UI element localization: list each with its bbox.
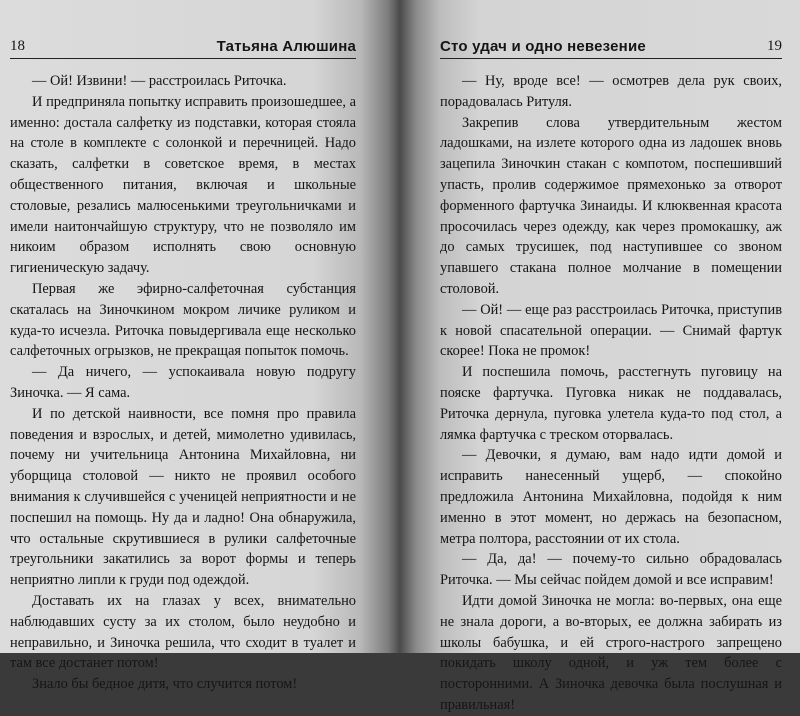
paragraph: Закрепив слова утвердительным жестом ладошками, на излете которого одна из ладошек вновь зацепила Зиночкин стакан с компотом, поспешивший упасть, пролив содержимое прямехонько за отворот форменного фартучка Зинаиды. И клюквенная красота просочилась через одежду, как через промокашку, аж до самых трусишек, под наступившее со звоном упавшего стакана полное молчание в помещении столовой. <box>440 114 782 297</box>
left-page-header <box>10 38 356 59</box>
left-page <box>0 0 400 693</box>
right-page-body <box>440 71 782 716</box>
paragraph: — Да ничего, — успокаивала новую подругу Зиночка. — Я сама. <box>10 364 356 401</box>
right-page-header <box>440 38 782 59</box>
page-number: 19 <box>767 38 782 54</box>
page-number: 18 <box>10 38 25 54</box>
running-title: Сто удач и одно невезение <box>440 38 646 55</box>
paragraph: Знало бы бедное дитя, что случится потом! <box>32 676 298 693</box>
paragraph: — Девочки, я думаю, вам надо идти домой и исправить нанесенный ущерб, — спокойно предложила Антонина Михайловна, подойдя к ним именно в этот момент, но держась на безопасном, метра полтора, расстоянии от их стола. <box>440 447 782 547</box>
paragraph: — Ой! — еще раз расстроилась Риточка, приступив к новой спасательной операции. — Снимай фартук скорее! Пока не промок! <box>440 301 782 360</box>
paragraph: Первая же эфирно-салфеточная субстанция скаталась на Зиночкином мокром личике руликом и куда-то исчезла. Риточка повыдергивала еще несколько салфеточных огрызков, не прекращая попыток помочь. <box>10 280 356 360</box>
left-page-body <box>10 71 356 695</box>
paragraph: Идти домой Зиночка не могла: во-первых, она еще не знала дороги, а во-вторых, ее должна забирать из школы бабушка, и ей строго-настрого запрещено покидать школу одной, и уж тем более с посторонними. А Зиночка девочка была послушная и правильная! <box>440 592 782 713</box>
paragraph: — Ну, вроде все! — осмотрев дела рук своих, порадовалась Ритуля. <box>440 73 782 110</box>
paragraph: — Да, да! — почему-то сильно обрадовалась Риточка. — Мы сейчас пойдем домой и все исправим! <box>440 551 782 589</box>
paragraph: Доставать их на глазах у всех, внимательно наблюдавших сусту за их столом, было неудобно и неправильно, и Зиночка решила, что сходит в туалет и там все достанет потом! <box>10 592 356 672</box>
paragraph: И предприняла попытку исправить произошедшее, а именно: достала салфетку из подставки, которая стояла на столе в комплекте с солонкой и перечницей. Надо сказать, салфетки в советское время, в местах общественного питания, включая и школьные столовые, резались малюсенькими треугольничками и имели наитончайшую структуру, что не позволяло им никоим образом исполнять свою основную гигиеническую задачу. <box>10 93 356 277</box>
running-title: Татьяна Алюшина <box>216 38 356 55</box>
paragraph: И по детской наивности, все помня про правила поведения и взрослых, и детей, мимолетно удивилась, почему ни учительница Антонина Михайловна, ни уборщица столовой — никто не проявил особого внимания к случившейся с ученицей неприятности и не поспешил на помощь. Ну да и ладно! Она обнаружила, что остальные скрутившиеся в рулики салфеточные треугольники закатились за ворот формы и теперь неприятно липли к груди под одеждой. <box>10 405 356 589</box>
right-page <box>400 0 800 713</box>
paragraph: — Ой! Извини! — расстроилась Риточка. <box>32 73 287 89</box>
paragraph: И поспешила помочь, расстегнуть пуговицу на пояске фартучка. Пуговка никак не поддавалась, Риточка дернула, пуговка улетела куда-то под стол, а лямка фартучка с треском оторвалась. <box>440 364 782 443</box>
